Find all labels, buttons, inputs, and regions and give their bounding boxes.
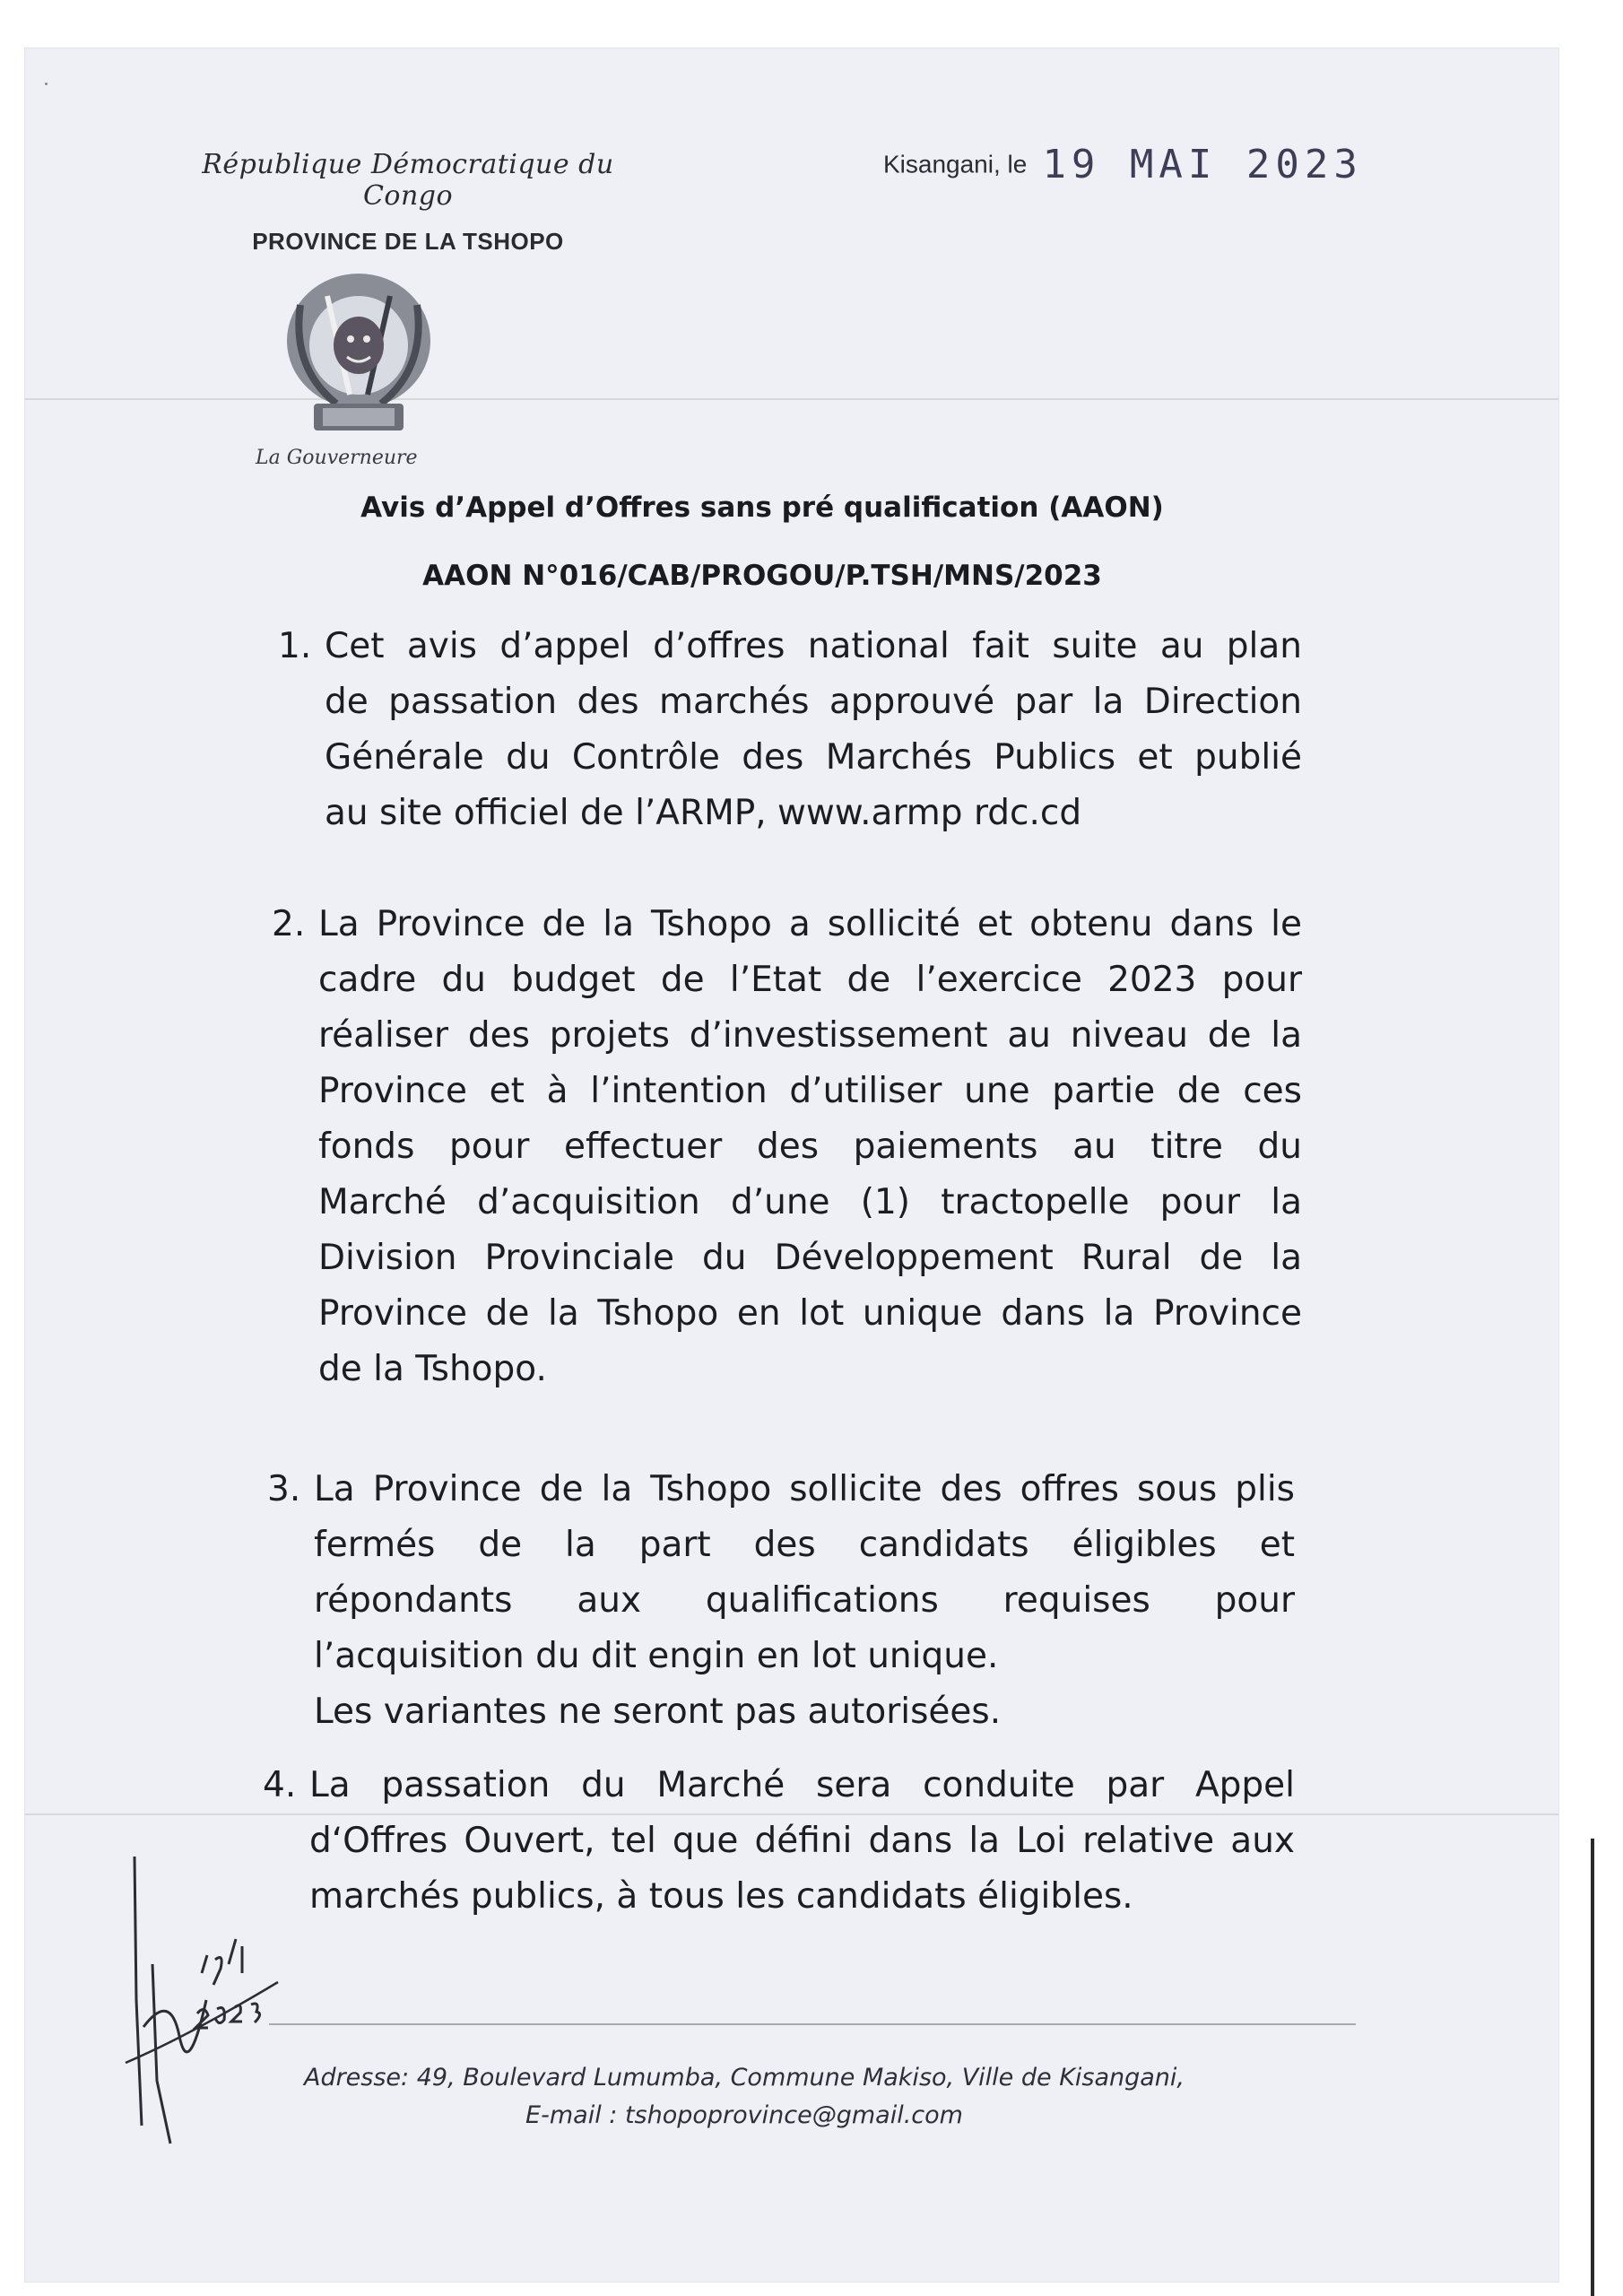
date-line: [883, 142, 1363, 187]
item-number: 1.: [278, 626, 312, 666]
province-name: PROVINCE DE LA TSHOPO: [252, 228, 564, 255]
item-line: La Province de la Tshopo sollicite des offres sous plis: [314, 1469, 1295, 1509]
item-line: Générale du Contrôle des Marchés Publics et publié: [325, 737, 1302, 778]
item-line: Cet avis d’appel d’offres national fait suite au plan: [325, 626, 1302, 666]
republic-name: République Démocratique du Congo: [202, 149, 614, 212]
item-line: au site officiel de l’ARMP, www.armp rdc.cd: [325, 793, 1082, 833]
item-line: Les variantes ne seront pas autorisées.: [314, 1692, 1002, 1732]
drc-coat-of-arms-icon: [273, 269, 444, 448]
item-number: 4.: [263, 1765, 297, 1805]
item-number: 2.: [272, 904, 306, 944]
item-line: Province de la Tshopo en lot unique dans la Province: [318, 1293, 1302, 1334]
numbered-item: [272, 897, 1302, 1397]
item-line: marchés publics, à tous les candidats éligibles.: [309, 1876, 1133, 1917]
fold-line: [25, 398, 1558, 400]
numbered-item: [263, 1758, 1295, 1925]
item-line: répondants aux qualifications requises pour: [314, 1580, 1295, 1621]
scan-speck: [45, 83, 48, 85]
item-line: de la Tshopo.: [318, 1349, 547, 1389]
item-line: Province et à l’intention d’utiliser une partie de ces: [318, 1071, 1302, 1111]
footer: [179, 2059, 1309, 2135]
date-place: Kisangani, le: [883, 150, 1028, 178]
item-line: réaliser des projets d’investissement au niveau de la: [318, 1015, 1302, 1056]
footer-email: E-mail : tshopoprovince@gmail.com: [525, 2101, 963, 2129]
numbered-item: [278, 619, 1302, 841]
item-line: La passation du Marché sera conduite par Appel: [309, 1765, 1295, 1805]
page-edge: [1591, 1839, 1594, 2296]
item-line: fermés de la part des candidats éligibles et: [314, 1525, 1295, 1565]
item-line: d‘Offres Ouvert, tel que défini dans la Loi relative aux: [309, 1821, 1295, 1861]
item-number: 3.: [267, 1469, 301, 1509]
footer-divider: [269, 2023, 1356, 2025]
date-stamp: 19 MAI 2023: [1042, 142, 1363, 187]
item-line: La Province de la Tshopo a sollicité et obtenu dans le: [318, 904, 1302, 944]
letterhead: [175, 149, 641, 256]
item-line: cadre du budget de l’Etat de l’exercice 2023 pour: [318, 960, 1302, 1000]
item-line: Marché d’acquisition d’une (1) tractopelle pour la: [318, 1182, 1302, 1222]
item-line: fonds pour effectuer des paiements au titre du: [318, 1126, 1302, 1167]
footer-address: Adresse: 49, Boulevard Lumumba, Commune Makiso, Ville de Kisangani,: [303, 2064, 1185, 2092]
numbered-item: [267, 1462, 1295, 1740]
item-line: de passation des marchés approuvé par la Direction: [325, 682, 1302, 722]
notice-reference: AAON N°016/CAB/PROGOU/P.TSH/MNS/2023: [422, 560, 1102, 592]
item-line: Division Provinciale du Développement Rural de la: [318, 1238, 1302, 1278]
item-line: l’acquisition du dit engin en lot unique.: [314, 1636, 999, 1676]
governor-label: La Gouverneure: [256, 447, 418, 469]
notice-title: Avis d’Appel d’Offres sans pré qualification (AAON): [360, 491, 1164, 524]
